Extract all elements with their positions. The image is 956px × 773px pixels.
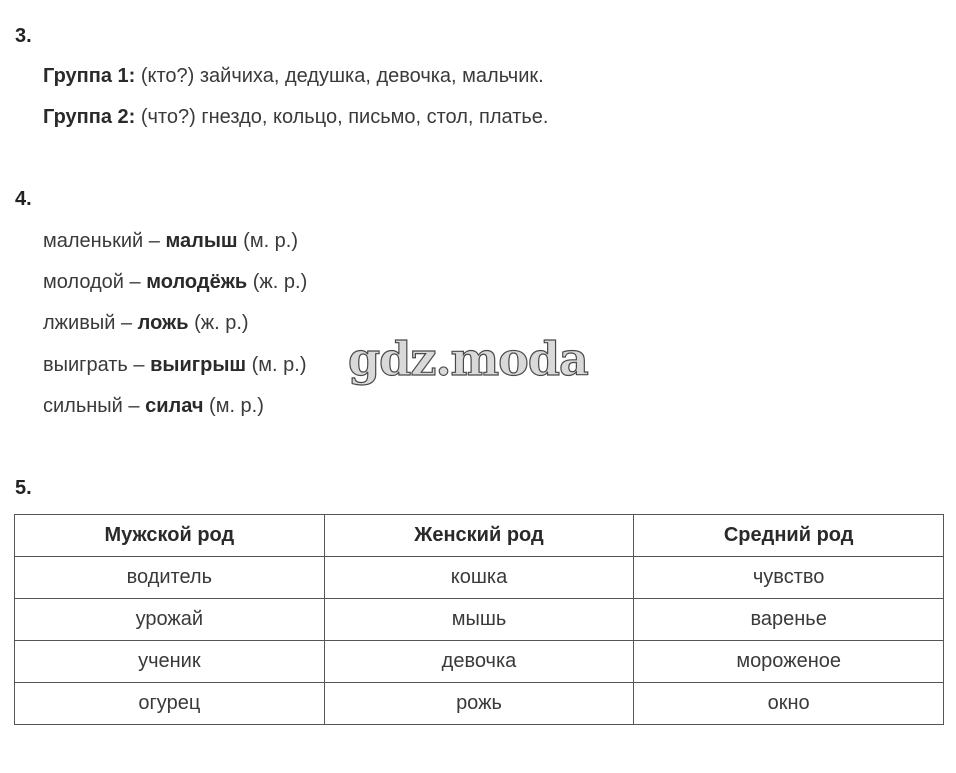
dash: –: [133, 354, 145, 376]
task-4-number: 4.: [15, 188, 32, 210]
table-cell: девочка: [324, 641, 634, 683]
derived-noun: малыш: [165, 230, 238, 252]
watermark-logo: gdz.moda: [348, 332, 588, 386]
group-1-label: Группа 1:: [43, 65, 136, 87]
derived-noun: ложь: [137, 312, 189, 334]
group-1-line: [43, 65, 544, 88]
table-cell: чувство: [634, 557, 944, 599]
word-pair-line: [43, 395, 264, 418]
table-cell: кошка: [324, 557, 634, 599]
source-word: маленький: [43, 230, 144, 252]
dash: –: [128, 395, 140, 417]
gender-note: (м. р.): [209, 395, 264, 417]
word-pair-line: [43, 312, 249, 335]
table-cell: варенье: [634, 599, 944, 641]
word-pair-line: [43, 271, 307, 294]
source-word: сильный: [43, 395, 123, 417]
gender-note: (ж. р.): [194, 312, 249, 334]
group-2-text: (что?) гнездо, кольцо, письмо, стол, платье.: [140, 106, 549, 128]
gender-note: (ж. р.): [252, 271, 308, 293]
derived-noun: молодёжь: [146, 271, 248, 293]
table-cell: окно: [634, 683, 944, 725]
header-masculine: Мужской род: [15, 515, 325, 557]
group-1-text: (кто?) зайчиха, дедушка, девочка, мальчик.: [140, 65, 544, 87]
table-cell: ученик: [15, 641, 325, 683]
task-3-number: 3.: [15, 25, 32, 47]
task-5-number: 5.: [15, 477, 32, 499]
table-row: [15, 557, 944, 599]
derived-noun: силач: [145, 395, 204, 417]
source-word: лживый: [43, 312, 116, 334]
source-word: выиграть: [43, 354, 128, 376]
dash: –: [129, 271, 141, 293]
dash: –: [148, 230, 160, 252]
table-header-row: [15, 515, 944, 557]
header-neuter: Средний род: [634, 515, 944, 557]
dash: –: [120, 312, 133, 334]
table-cell: рожь: [324, 683, 634, 725]
gender-note: (м. р.): [243, 230, 299, 252]
group-2-label: Группа 2:: [43, 106, 136, 128]
gender-note: (м. р.): [251, 354, 307, 376]
derived-noun: выигрыш: [150, 354, 247, 376]
word-pair-line: [43, 354, 307, 377]
table-row: [15, 641, 944, 683]
table-cell: мышь: [324, 599, 634, 641]
table-cell: мороженое: [634, 641, 944, 683]
table-cell: водитель: [15, 557, 325, 599]
header-feminine: Женский род: [324, 515, 634, 557]
group-2-line: [43, 106, 548, 129]
table-row: [15, 599, 944, 641]
table-cell: урожай: [15, 599, 325, 641]
table-cell: огурец: [15, 683, 325, 725]
table-row: [15, 683, 944, 725]
source-word: молодой: [43, 271, 124, 293]
word-pair-line: [43, 230, 298, 253]
gender-table: [14, 514, 944, 725]
